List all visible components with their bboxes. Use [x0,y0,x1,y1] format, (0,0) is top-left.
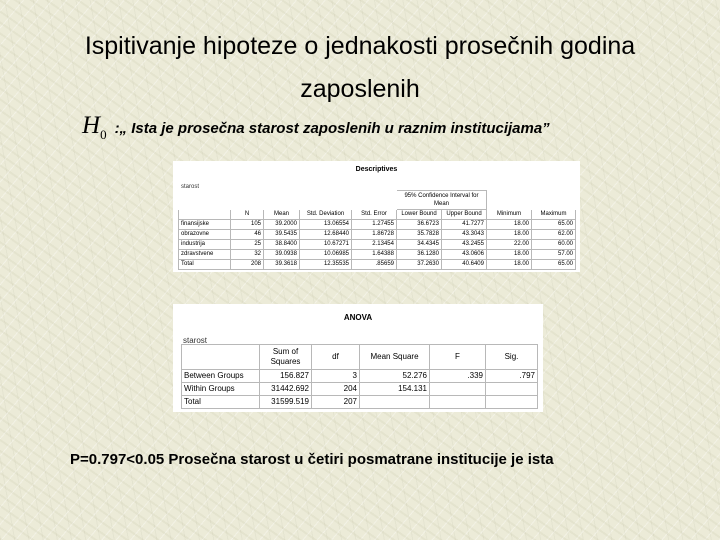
table-cell: 43.3043 [442,230,487,240]
table-row [179,240,576,250]
table-cell: 62.00 [532,230,576,240]
table-cell: 12.68440 [300,230,352,240]
row-label: Within Groups [182,383,260,396]
table-cell: 1.64388 [352,250,397,260]
table-cell: 34.4345 [397,240,442,250]
table-cell [486,383,538,396]
hypothesis-letter: H [82,112,101,139]
desc-header-cell: Lower Bound [397,210,442,220]
table-cell: 1.27455 [352,220,397,230]
table-cell: 31599.519 [260,396,312,409]
table-cell: 39.0938 [264,250,300,260]
row-label: Total [182,396,260,409]
desc-header-cell: Upper Bound [442,210,487,220]
table-cell: 40.6409 [442,260,487,270]
null-hypothesis [82,112,550,142]
anova-header-cell: Sig. [486,345,538,370]
table-row [182,370,538,383]
table-cell: 207 [312,396,360,409]
table-cell [360,396,430,409]
table-cell: 35.7828 [397,230,442,240]
anova-table [181,344,538,409]
desc-header-cell: Std. Error [352,210,397,220]
table-row [182,383,538,396]
table-cell: 39.5435 [264,230,300,240]
table-cell: 18.00 [487,260,532,270]
table-cell: .85659 [352,260,397,270]
table-cell: 25 [231,240,264,250]
table-cell: 41.7277 [442,220,487,230]
ci-header: 95% Confidence Interval for Mean [397,191,487,210]
table-cell: 18.00 [487,250,532,260]
table-cell: 18.00 [487,220,532,230]
table-cell: 38.8400 [264,240,300,250]
table-cell: 57.00 [532,250,576,260]
anova-title: ANOVA [343,313,373,322]
row-label: zdravstvene [179,250,231,260]
table-row [179,220,576,230]
table-cell: 156.827 [260,370,312,383]
table-row [182,396,538,409]
descriptives-table-image [173,161,580,272]
descriptives-title: Descriptives [355,166,398,173]
table-cell: 105 [231,220,264,230]
hypothesis-text: :„ Ista je prosečna starost zaposlenih u raznim institucijama” [114,120,550,137]
row-label: Between Groups [182,370,260,383]
table-cell: 43.2455 [442,240,487,250]
row-label: finansijske [179,220,231,230]
table-row [179,260,576,270]
anova-table-image [173,304,543,412]
anova-header-cell: Mean Square [360,345,430,370]
table-cell: 36.6723 [397,220,442,230]
descriptives-table [178,190,576,270]
descriptives-variable-label: starost [181,184,200,190]
table-cell: 32 [231,250,264,260]
table-cell: 1.86728 [352,230,397,240]
table-cell: 154.131 [360,383,430,396]
table-cell: 18.00 [487,230,532,240]
table-cell: 2.13454 [352,240,397,250]
slide-title-line-2: zaposlenih [300,75,420,103]
row-label: Total [179,260,231,270]
descriptives-ci-header-row [179,191,576,210]
conclusion-text: P=0.797<0.05 Prosečna starost u četiri posmatrane institucije je ista [70,451,554,468]
table-cell: 43.0606 [442,250,487,260]
table-cell: 39.2000 [264,220,300,230]
table-cell: 65.00 [532,260,576,270]
anova-header-cell: Sum of Squares [260,345,312,370]
table-cell: .339 [430,370,486,383]
hypothesis-symbol [82,112,107,143]
table-cell: 12.35535 [300,260,352,270]
table-row [179,250,576,260]
table-cell: .797 [486,370,538,383]
table-cell: 208 [231,260,264,270]
table-cell: 13.06554 [300,220,352,230]
table-cell: 10.67271 [300,240,352,250]
table-cell: 46 [231,230,264,240]
table-cell [486,396,538,409]
table-cell: 37.2630 [397,260,442,270]
anova-header-cell: df [312,345,360,370]
table-cell [430,396,486,409]
descriptives-header-row [179,210,576,220]
table-cell [430,383,486,396]
anova-header-cell: F [430,345,486,370]
table-cell: 39.3618 [264,260,300,270]
table-cell: 204 [312,383,360,396]
desc-header-cell: N [231,210,264,220]
desc-header-cell: Std. Deviation [300,210,352,220]
anova-header-cell [182,345,260,370]
desc-header-cell: Maximum [532,210,576,220]
row-label: industrija [179,240,231,250]
desc-header-cell: Minimum [487,210,532,220]
table-cell: 60.00 [532,240,576,250]
desc-header-cell: Mean [264,210,300,220]
table-cell: 31442.692 [260,383,312,396]
table-cell: 10.06985 [300,250,352,260]
table-cell: 3 [312,370,360,383]
slide-title-line-1: Ispitivanje hipoteze o jednakosti prosečnih godina [84,32,636,60]
table-row [179,230,576,240]
table-cell: 52.276 [360,370,430,383]
desc-header-cell [179,210,231,220]
hypothesis-subscript: 0 [100,127,107,142]
anova-variable-label: starost [183,336,208,345]
table-cell: 22.00 [487,240,532,250]
table-cell: 36.1280 [397,250,442,260]
anova-header-row [182,345,538,370]
row-label: obrazovne [179,230,231,240]
table-cell: 65.00 [532,220,576,230]
